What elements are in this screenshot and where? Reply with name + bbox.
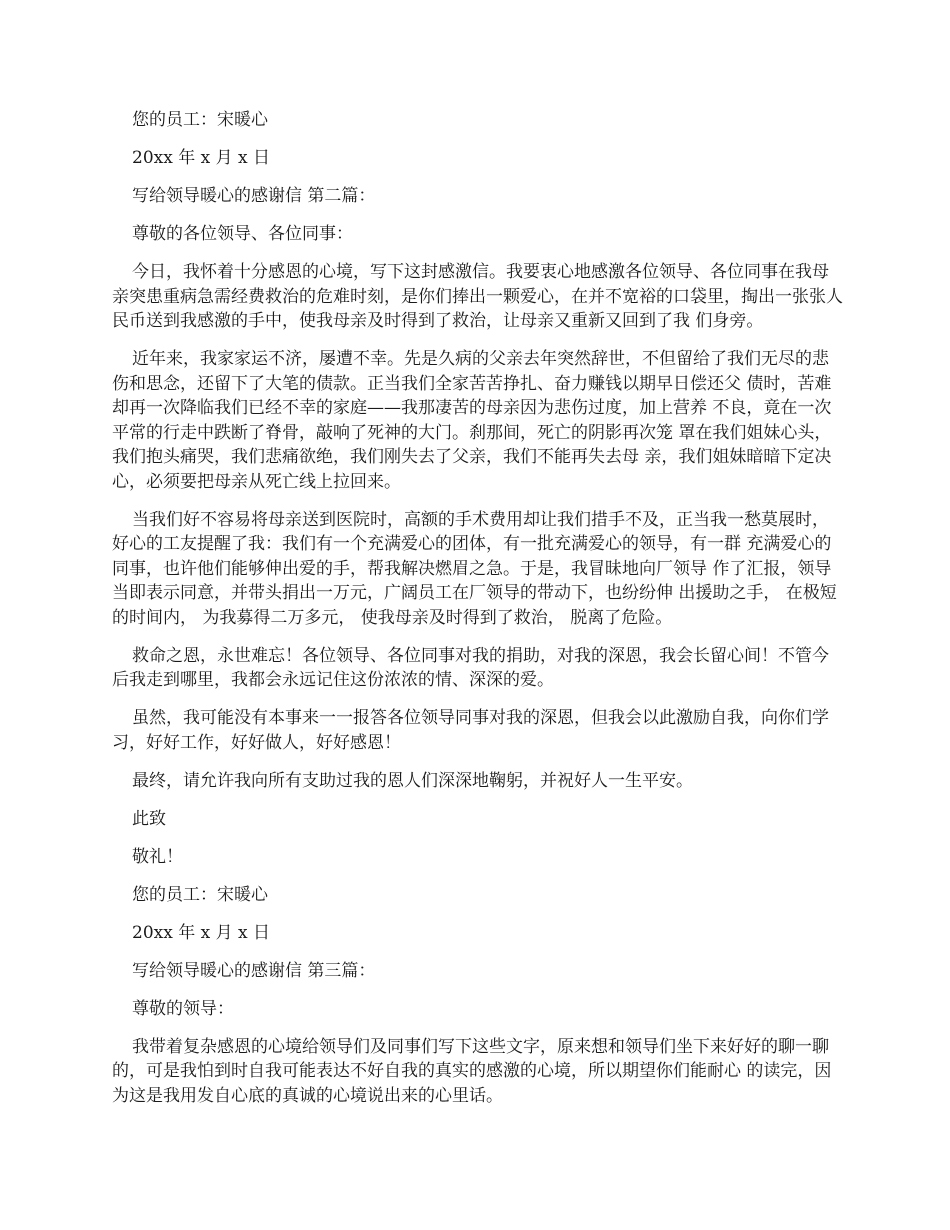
date-line: 20xx 年 x 月 x 日 — [132, 922, 271, 943]
body-paragraph: 近年来，我家家运不济，屡遭不幸。先是久病的父亲去年突然辞世，不但留给了我们无尽的悲伤和思念，还留下了大笔的债款。正当我们全家苦苦挣扎、奋力赚钱以期早日偿还父 债时，苦难却再一次降临我们已经不幸的家庭——我那凄苦的母亲因为悲伤过度，加上营养 不良，竟在一次平常的行走中跌断了脊骨，敲响了死神的大门。刹那间，死亡的阴影再次笼 罩在我们姐妹心头，我们抱头痛哭，我们悲痛欲绝，我们刚失去了父亲，我们不能再失去母 亲，我们姐妹暗暗下定决心，必须要把母亲从死亡线上拉回来。 — [112, 349, 832, 492]
body-paragraph: 救命之恩，永世难忘！各位领导、各位同事对我的捐助，对我的深恩，我会长留心间！不管今后我走到哪里，我都会永远记住这份浓浓的情、深深的爱。 — [112, 645, 829, 690]
salutation: 尊敬的领导： — [132, 998, 234, 1019]
date-line: 20xx 年 x 月 x 日 — [132, 148, 271, 168]
body-paragraph: 我带着复杂感恩的心境给领导们及同事们写下这些文字，原来想和领导们坐下来好好的聊一聊的，可是我怕到时自我可能表达不好自我的真实的感激的心境，所以期望你们能耐心 的读完，因为这是我用发自心底的真诚的心境说出来的心里话。 — [112, 1036, 832, 1106]
body-paragraph: 今日，我怀着十分感恩的心境，写下这封感激信。我要衷心地感激各位领导、各位同事在我母亲突患重病急需经费救治的危难时刻，是你们捧出一颗爱心，在并不宽裕的口袋里，掏出一张张人民币送到我感激的手中，使我母亲及时得到了救治，让母亲又重新又回到了我 们身旁。 — [112, 262, 843, 331]
signature-line: 您的员工：宋暖心 — [132, 110, 268, 130]
closing-line: 敬礼！ — [132, 846, 183, 867]
section-heading: 写给领导暖心的感谢信 第三篇： — [132, 960, 376, 981]
signature-line: 您的员工：宋暖心 — [132, 884, 268, 905]
document-page — [112, 108, 844, 1122]
salutation: 尊敬的各位领导、各位同事： — [132, 224, 353, 244]
body-paragraph: 虽然，我可能没有本事来一一报答各位领导同事对我的深恩，但我会以此激励自我，向你们学习，好好工作，好好做人，好好感恩！ — [112, 708, 829, 753]
section-heading: 写给领导暖心的感谢信 第二篇： — [132, 186, 376, 206]
body-paragraph: 最终，请允许我向所有支助过我的恩人们深深地鞠躬，并祝好人一生平安。 — [132, 770, 693, 791]
closing-line: 此致 — [132, 808, 166, 829]
body-paragraph: 当我们好不容易将母亲送到医院时，高额的手术费用却让我们措手不及，正当我一愁莫展时，好心的工友提醒了我：我们有一个充满爱心的团体，有一批充满爱心的领导，有一群 充满爱心的同事，也许他们能够伸出爱的手，帮我解决燃眉之急。于是，我冒昧地向厂领导 作了汇报，领导当即表示同意，并带头捐出一万元，广阔员工在厂领导的带动下，也纷纷伸 出援助之手， 在极短的时间内， 为我募得二万多元， 使我母亲及时得到了救治， 脱离了危险。 — [112, 509, 837, 628]
